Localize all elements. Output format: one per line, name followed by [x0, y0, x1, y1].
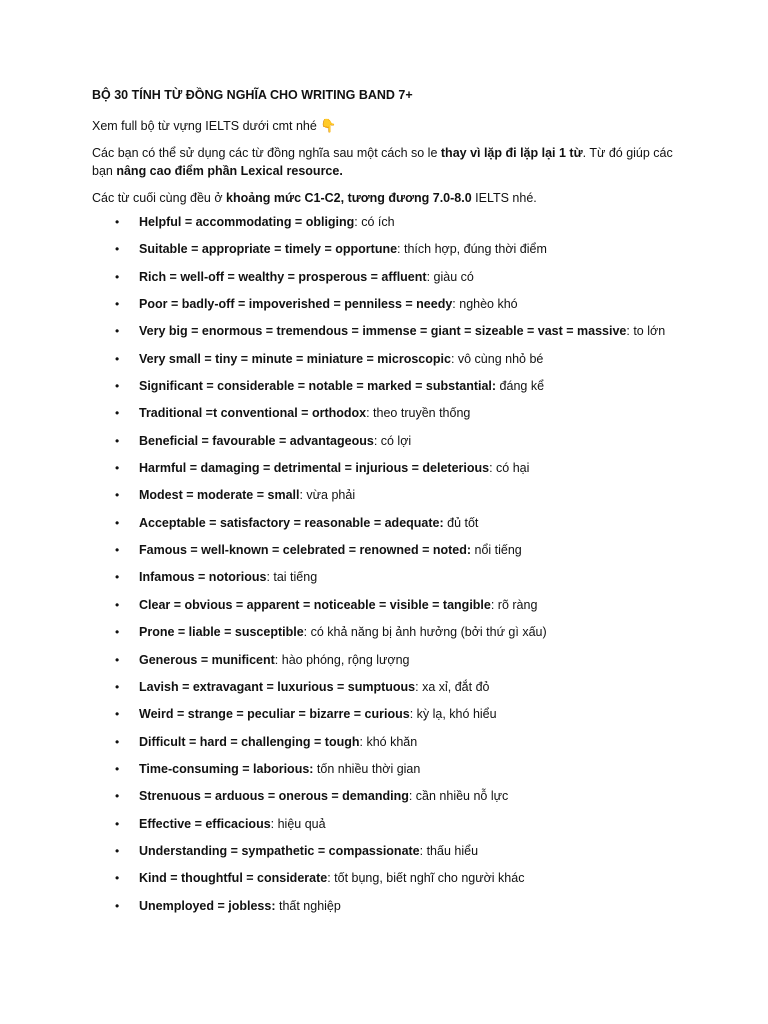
list-item	[92, 404, 692, 431]
synonym-terms: Generous = munificent	[139, 652, 275, 667]
bullet-icon: •	[115, 652, 120, 667]
bullet-icon: •	[115, 707, 120, 722]
synonym-meaning: thất nghiệp	[275, 898, 341, 913]
paragraph-lexical-bold2: nâng cao điểm phần Lexical resource.	[116, 164, 343, 178]
list-item	[92, 295, 692, 322]
synonym-terms: Very small = tiny = minute = miniature = microscopic	[139, 351, 451, 366]
synonym-terms: Suitable = appropriate = timely = opportune	[139, 242, 398, 257]
synonym-terms: Helpful = accommodating = obliging	[139, 215, 355, 229]
synonym-meaning: : thích hợp, đúng thời điểm	[397, 242, 547, 257]
synonym-meaning: : tốt bụng, biết nghĩ cho người khác	[327, 871, 525, 886]
list-item	[92, 869, 692, 896]
bullet-icon: •	[115, 871, 120, 886]
synonym-terms: Modest = moderate = small	[139, 488, 300, 503]
synonym-terms: Significant = considerable = notable = marked = substantial:	[139, 379, 497, 394]
list-item	[92, 842, 692, 869]
synonym-list	[92, 213, 692, 924]
synonym-terms: Time-consuming = laborious:	[139, 761, 314, 776]
synonym-terms: Prone = liable = susceptible	[139, 625, 304, 640]
bullet-icon: •	[115, 761, 120, 776]
paragraph-level-part1: Các từ cuối cùng đều ở	[92, 191, 226, 205]
list-item	[92, 760, 692, 787]
bullet-icon: •	[115, 242, 120, 257]
bullet-icon: •	[115, 543, 120, 558]
bullet-icon: •	[115, 597, 120, 612]
synonym-meaning: : hào phóng, rộng lượng	[274, 652, 410, 667]
synonym-meaning: nổi tiếng	[471, 543, 522, 558]
list-item	[92, 651, 692, 678]
synonym-terms: Strenuous = arduous = onerous = demanding	[139, 789, 409, 804]
list-item	[92, 897, 692, 924]
paragraph-level	[92, 189, 692, 207]
pointing-down-icon: 👇	[320, 118, 337, 133]
intro-text: Xem full bộ từ vựng IELTS dưới cmt nhé	[92, 119, 321, 133]
synonym-meaning: : có lợi	[373, 433, 412, 448]
bullet-icon: •	[115, 898, 120, 913]
list-item	[92, 213, 692, 240]
list-item	[92, 541, 692, 568]
bullet-icon: •	[115, 461, 120, 476]
list-item	[92, 596, 692, 623]
bullet-icon: •	[115, 379, 120, 394]
list-item	[92, 459, 692, 486]
synonym-meaning: : rõ ràng	[490, 597, 538, 612]
synonym-meaning: tốn nhiều thời gian	[313, 761, 421, 776]
synonym-meaning: : có ích	[354, 215, 395, 229]
bullet-icon: •	[115, 215, 120, 229]
list-item	[92, 350, 692, 377]
synonym-meaning: : cần nhiều nỗ lực	[408, 789, 509, 804]
list-item	[92, 486, 692, 513]
document-page	[92, 86, 692, 924]
list-item	[92, 322, 692, 349]
bullet-icon: •	[115, 406, 120, 421]
synonym-terms: Beneficial = favourable = advantageous	[139, 433, 374, 448]
synonym-meaning: : có hại	[489, 461, 530, 476]
list-item	[92, 787, 692, 814]
list-item	[92, 377, 692, 404]
synonym-terms: Harmful = damaging = detrimental = injurious = deleterious	[139, 461, 490, 476]
synonym-terms: Famous = well-known = celebrated = renowned = noted:	[139, 543, 472, 558]
synonym-meaning: : nghèo khó	[452, 297, 518, 312]
synonym-meaning: đáng kể	[496, 379, 545, 394]
bullet-icon: •	[115, 843, 120, 858]
synonym-terms: Understanding = sympathetic = compassionate	[139, 843, 420, 858]
synonym-terms: Weird = strange = peculiar = bizarre = curious	[139, 707, 410, 722]
bullet-icon: •	[115, 679, 120, 694]
paragraph-lexical-bold1: thay vì lặp đi lặp lại 1 từ	[440, 146, 583, 160]
synonym-terms: Traditional =t conventional = orthodox	[139, 406, 367, 421]
intro-line	[92, 117, 692, 135]
synonym-meaning: : tai tiếng	[266, 570, 318, 585]
synonym-meaning: : theo truyền thống	[366, 406, 471, 421]
bullet-icon: •	[115, 789, 120, 804]
bullet-icon: •	[115, 324, 120, 339]
document-title: BỘ 30 TÍNH TỪ ĐỒNG NGHĨA CHO WRITING BAND 7+	[92, 88, 413, 102]
synonym-meaning: : khó khăn	[359, 734, 418, 749]
bullet-icon: •	[115, 269, 120, 284]
synonym-terms: Very big = enormous = tremendous = immense = giant = sizeable = vast = massive	[139, 324, 627, 339]
bullet-icon: •	[115, 488, 120, 503]
paragraph-lexical-part2: . Từ đó giúp các bạn	[92, 146, 673, 178]
bullet-icon: •	[115, 625, 120, 640]
synonym-terms: Clear = obvious = apparent = noticeable = visible = tangible	[139, 597, 491, 612]
synonym-terms: Kind = thoughtful = considerate	[139, 871, 328, 886]
synonym-meaning: : vừa phải	[299, 488, 356, 503]
list-item	[92, 268, 692, 295]
synonym-terms: Unemployed = jobless:	[139, 898, 276, 913]
synonym-meaning: : xa xỉ, đắt đỏ	[415, 679, 490, 694]
synonym-terms: Lavish = extravagant = luxurious = sumptuous	[139, 679, 416, 694]
bullet-icon: •	[115, 297, 120, 312]
paragraph-lexical	[92, 144, 692, 180]
list-item	[92, 815, 692, 842]
synonym-terms: Infamous = notorious	[139, 570, 267, 585]
list-item	[92, 240, 692, 267]
synonym-meaning: : thấu hiểu	[419, 843, 479, 858]
synonym-meaning: : to lớn	[626, 324, 666, 339]
list-item	[92, 623, 692, 650]
synonym-terms: Effective = efficacious	[139, 816, 271, 831]
bullet-icon: •	[115, 515, 120, 530]
bullet-icon: •	[115, 570, 120, 585]
synonym-meaning: : kỳ lạ, khó hiểu	[409, 707, 497, 722]
bullet-icon: •	[115, 351, 120, 366]
paragraph-lexical-part1: Các bạn có thể sử dụng các từ đồng nghĩa sau một cách so le	[92, 146, 441, 160]
list-item	[92, 432, 692, 459]
paragraph-level-bold1: khoảng mức C1-C2, tương đương 7.0-8.0	[226, 191, 472, 205]
bullet-icon: •	[115, 734, 120, 749]
list-item	[92, 733, 692, 760]
synonym-terms: Rich = well-off = wealthy = prosperous = affluent	[139, 269, 427, 284]
list-item	[92, 678, 692, 705]
synonym-terms: Poor = badly-off = impoverished = penniless = needy	[139, 297, 453, 312]
synonym-terms: Acceptable = satisfactory = reasonable = adequate:	[139, 515, 444, 530]
synonym-meaning: : hiệu quả	[270, 816, 326, 831]
synonym-meaning: : vô cùng nhỏ bé	[450, 351, 544, 366]
paragraph-level-part2: IELTS nhé.	[471, 191, 537, 205]
synonym-meaning: : có khả năng bị ảnh hưởng (bởi thứ gì xấu)	[303, 625, 547, 640]
bullet-icon: •	[115, 433, 120, 448]
synonym-meaning: : giàu có	[426, 269, 474, 284]
list-item	[92, 705, 692, 732]
list-item	[92, 514, 692, 541]
synonym-terms: Difficult = hard = challenging = tough	[139, 734, 360, 749]
synonym-meaning: đủ tốt	[443, 515, 479, 530]
list-item	[92, 568, 692, 595]
bullet-icon: •	[115, 816, 120, 831]
